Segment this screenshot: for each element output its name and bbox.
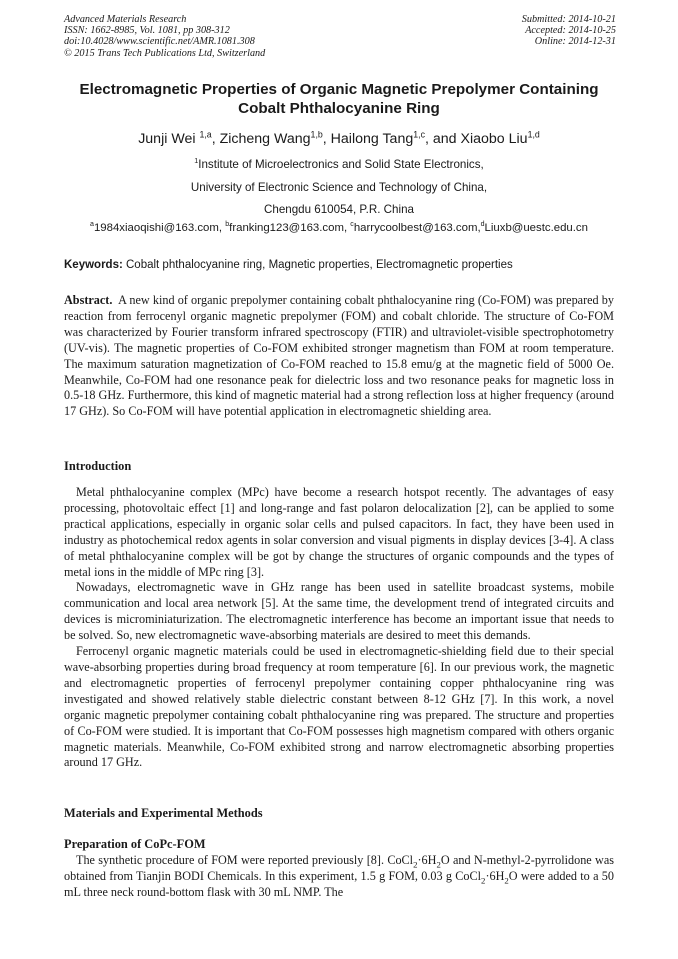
affiliation-line-2: University of Electronic Science and Technology of China, [190,181,488,194]
author-name: Junji Wei [138,131,196,147]
author-conjunction: and [432,131,457,147]
email-d: Liuxb@uestc.edu.cn [484,222,588,234]
keywords-text: Cobalt phthalocyanine ring, Magnetic properties, Electromagnetic properties [126,259,513,271]
journal-issn: ISSN: 1662-8985, Vol. 1081, pp 308-312 [64,25,230,37]
methods-paragraph-1: The synthetic procedure of FOM were reported previously [8]. $CoCl_2\cdot 6H_2O$ and N-methyl-2-pyrrolidone was obtained from Tianjin BODI Chemicals. In this experiment, 1.5 g FOM, 0.03 g $CoCl_2\cdot 6H_2O$ were added to a 50 mL three neck round-bottom flask with 30 mL NMP. The [64,853,614,899]
author-affiliation-mark: 1,c [413,129,425,140]
section-heading-introduction: Introduction [64,459,132,473]
online-date: Online: 2014-12-31 [534,36,616,48]
intro-paragraph-2: Nowadays, electromagnetic wave in GHz range has been used in satellite broadcast systems, mobile communication and local area network [5]. At the same time, the development trend of integrated circuits and devices is microminiaturization. The electromagnetic interference has become an important issue that needs to be solved. So, new electromagnetic wave-absorbing materials are desired to meet this demands. [64,580,614,643]
introduction-body [64,485,614,771]
author-affiliation-mark: 1,d [527,129,540,140]
email-b: franking123@163.com [229,222,344,234]
author-affiliation-mark: 1,b [310,129,323,140]
author-name: Hailong Tang [330,131,414,147]
section-heading-methods: Materials and Experimental Methods [64,806,263,820]
subsection-heading-preparation: Preparation of CoPc-FOM [64,837,206,851]
abstract [64,293,614,420]
journal-doi: doi:10.4028/www.scientific.net/AMR.1081.308 [64,36,255,48]
author-affiliation-mark: 1,a [199,129,212,140]
keywords-label: Keywords: [64,259,123,271]
author-name: Zicheng Wang [219,131,311,147]
title-line-2: Cobalt Phthalocyanine Ring [238,99,440,117]
abstract-label: Abstract. [64,293,113,307]
author-name: Xiaobo Liu [460,131,528,147]
title-line-1: Electromagnetic Properties of Organic Magnetic Prepolymer Containing [79,81,599,98]
paper-title [40,81,638,118]
affiliation-line-1: $^1$Institute of Microelectronics and Solid State Electronics, [194,156,484,171]
abstract-text: A new kind of organic prepolymer containing cobalt phthalocyanine ring (Co-FOM) was prepared by reaction from ferrocenyl organic magnetic prepolymer (FOM) and cobalt chloride. The structure of Co-FOM was characterized by Fourier transform infrared spectroscopy (FTIR) and ultraviolet-visible spectrophotometry (UV-vis). The magnetic properties of Co-FOM exhibited stronger magnetism than FOM at room temperature. The maximum saturation magnetization of Co-FOM reached to 15.8 emu/g at the magnetic field of 5000 Oe. Meanwhile, Co-FOM had one resonance peak for dielectric loss and two resonance peaks for magnetic loss in 0.5-18 GHz. Furthermore, this kind of magnetic material had a strong reflection loss at higher frequency (around 17 GHz). So Co-FOM will have potential application in electromagnetic shielding area. [64,293,614,419]
submitted-date: Submitted: 2014-10-21 [521,14,616,25]
journal-copyright: © 2015 Trans Tech Publications Ltd, Switzerland [64,47,266,59]
intro-paragraph-3: Ferrocenyl organic magnetic materials could be used in electromagnetic-shielding field due to their special wave-absorbing properties during broad frequency at room temperature [6]. In our previous work, the magnetic and electromagnetic properties of ferrocenyl prepolymer containing copper phthalocyanine ring was investigated and showed relatively stable dielectric constant between 8-12 GHz [7]. In this work, a novel organic magnetic prepolymer containing cobalt phthalocyanine ring was prepared. The structure and properties of Co-FOM were studied. It is important that Co-FOM possesses high magnetism compared with others organic magnetic materials. Meanwhile, Co-FOM exhibited strong and narrow electromagnetic absorbing properties around 17 GHz. [64,644,614,770]
journal-header-right [522,14,616,48]
methods-body [64,853,614,901]
email-a: 1984xiaoqishi@163.com [93,222,219,234]
journal-name: Advanced Materials Research [64,14,187,25]
affiliation-mark: 1 [194,156,199,166]
author-list: Junji Wei $^{1,a}$, Zicheng Wang$^{1,b}$, Hailong Tang$^{1,c}$, and Xiaobo Liu$^{1,d}$ [138,129,540,147]
accepted-date: Accepted: 2014-10-25 [525,25,616,37]
journal-header-left [64,14,265,59]
keywords [64,259,624,271]
intro-paragraph-1: Metal phthalocyanine complex (MPc) have become a research hotspot recently. The advantages of easy processing, photovoltaic effect [1] and long-range and fast polaron delocalization [2], can be applied to some practical applications, especially in organic solar cells and pulsed capacitors. In fact, they have been used in industry as photochemical redox agents in solar conversion and visual pigments in display devices [3-4]. A class of metal phthalocyanine complex will be got by change the structures of organic compounds and the types of metal ions in the middle of MPc ring [3]. [64,485,614,579]
affiliation-line-3: Chengdu 610054, P.R. China [264,203,414,216]
author-emails: $^a$1984xiaoqishi@163.com, $^b$franking123@163.com, $^c$harrycoolbest@163.com,$^d$Liuxb@uestc.edu.cn [90,221,588,234]
email-c: harrycoolbest@163.com [353,222,478,234]
